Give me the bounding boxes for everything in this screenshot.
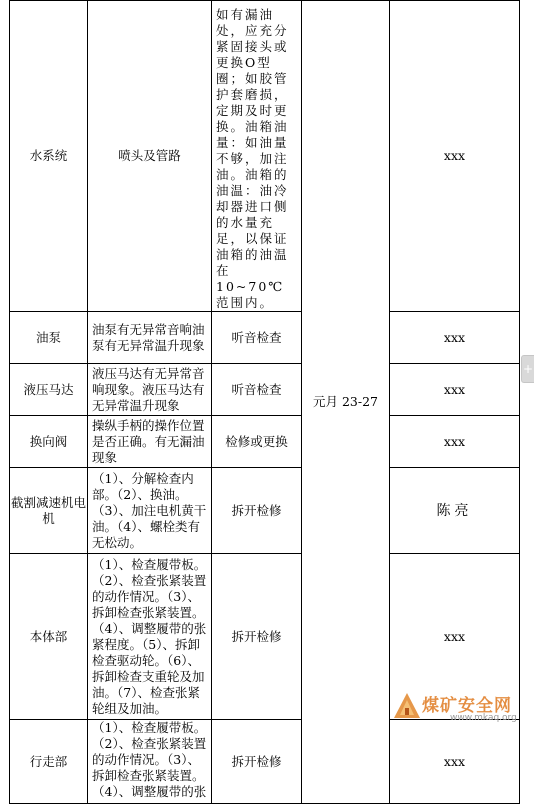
- table-row: [10, 312, 520, 364]
- person-cell: xxx: [390, 312, 520, 364]
- watermark-url: www.mkaq.org: [450, 713, 517, 723]
- part-cell: （1）、分解检查内部。（2）、换油。（3）、加注电机黄干油。（4）、螺栓类有无松动。: [88, 468, 212, 554]
- table-row: [10, 416, 520, 468]
- table-row: [10, 364, 520, 416]
- system-cell: 本体部: [10, 554, 88, 720]
- part-cell: 喷头及管路: [88, 1, 212, 312]
- person-cell: 陈亮: [390, 468, 520, 554]
- part-cell: 操纵手柄的操作位置是否正确。有无漏油现象: [88, 416, 212, 468]
- method-cell: 检修或更换: [212, 416, 302, 468]
- method-cell: 如有漏油处，应充分紧固接头或更换O型圈；如胶管护套磨损，定期及时更换。油箱油量：如油量不够，加注油。油箱的油温：油冷却器进口侧的水量充足，以保证油箱的油温在10~70℃范围内。: [212, 1, 302, 312]
- person-cell: xxx: [390, 720, 520, 804]
- watermark: [392, 689, 532, 729]
- part-cell: 油泵有无异常音响油泵有无异常温升现象: [88, 312, 212, 364]
- maintenance-table: [9, 0, 520, 804]
- system-cell: 油泵: [10, 312, 88, 364]
- person-cell: xxx: [390, 416, 520, 468]
- mine-logo-icon: [392, 691, 422, 721]
- table-row: [10, 468, 520, 554]
- person-cell: xxx: [390, 554, 520, 720]
- method-cell: 拆开检修: [212, 554, 302, 720]
- method-cell: 听音检查: [212, 312, 302, 364]
- system-cell: 水系统: [10, 1, 88, 312]
- part-cell: （1）、检查履带板。（2）、检查张紧装置的动作情况。（3）、拆卸检查张紧装置。（4）、调整履带的张: [88, 720, 212, 804]
- table-row: [10, 720, 520, 804]
- system-cell: 换向阀: [10, 416, 88, 468]
- method-cell: 拆开检修: [212, 468, 302, 554]
- method-cell: 拆开检修: [212, 720, 302, 804]
- side-expand-button[interactable]: [521, 355, 534, 383]
- system-cell: 行走部: [10, 720, 88, 804]
- table-row: [10, 1, 520, 312]
- system-cell: 液压马达: [10, 364, 88, 416]
- person-cell: xxx: [390, 1, 520, 312]
- system-cell: 截割减速机电机: [10, 468, 88, 554]
- time-cell: 元月 23-27: [302, 1, 390, 804]
- watermark-name: 煤矿安全网: [422, 696, 512, 716]
- method-cell: 听音检查: [212, 364, 302, 416]
- part-cell: （1）、检查履带板。（2）、检查张紧装置的动作情况。（3）、拆卸检查张紧装置。（4）、调整履带的张紧程度。（5）、拆卸检查驱动轮。（6）、拆卸检查支重轮及加油。（7）、检查张紧轮组及加油。: [88, 554, 212, 720]
- person-cell: xxx: [390, 364, 520, 416]
- plus-icon: +: [522, 362, 534, 376]
- part-cell: 液压马达有无异常音响现象。液压马达有无异常温升现象: [88, 364, 212, 416]
